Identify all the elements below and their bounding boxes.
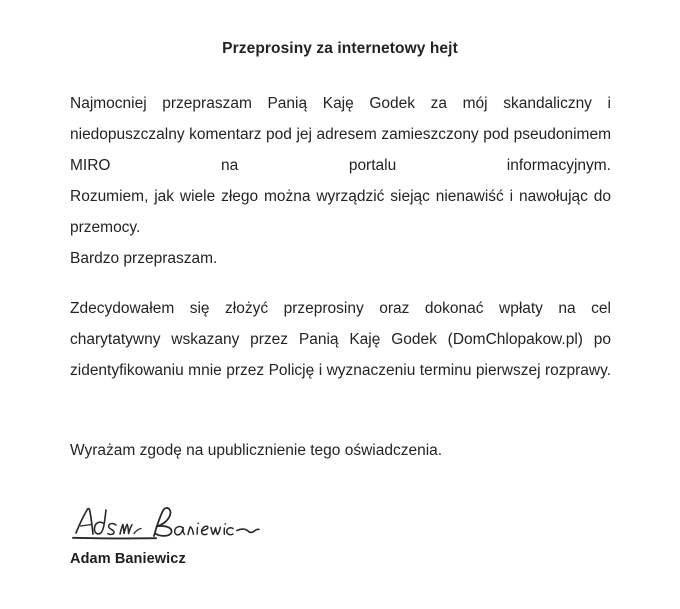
paragraph-text: Zdecydowałem się złożyć przeprosiny oraz dokonać wpłaty na cel charytatywny wskazany przez Panią Kaję Godek (DomChlopakow.pl) po zidentyfikowaniu mnie przez Policję i wyznaczeniu terminu pierwszej rozprawy. (70, 300, 611, 379)
paragraph-block-sorry (70, 243, 611, 274)
paragraph-text: Wyrażam zgodę na upublicznienie tego oświadczenia. (70, 442, 443, 459)
page-title: Przeprosiny za internetowy hejt (222, 40, 458, 57)
signature-printed-name: Adam Baniewicz (70, 551, 186, 567)
signature-area (70, 503, 370, 567)
paragraph-text: Najmocniej przepraszam Panią Kaję Godek za mój skandaliczny i niedopuszczalny komentarz pod jej adresem zamieszczony pod pseudonimem MIRO na portalu informacyjnym. (70, 95, 611, 174)
paragraph-text: Rozumiem, jak wiele złego można wyrządzić siejąc nienawiść i nawołując do przemocy. (70, 188, 611, 236)
handwritten-signature-icon (70, 503, 275, 549)
paragraph-block-consent (70, 435, 611, 466)
paragraph-text: Bardzo przepraszam. (70, 250, 218, 267)
paragraph-block-charity-donation (70, 293, 611, 417)
